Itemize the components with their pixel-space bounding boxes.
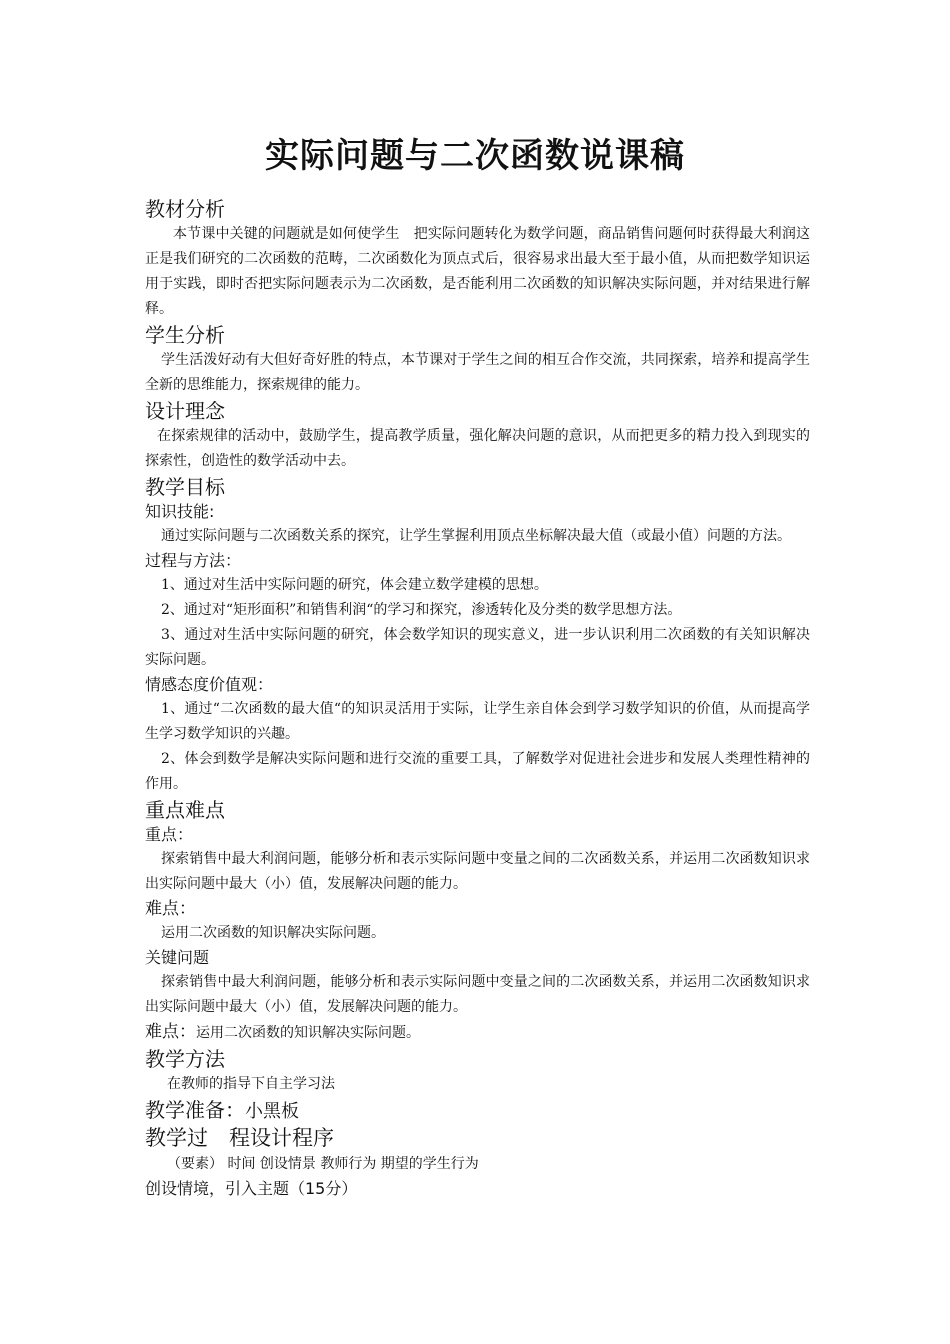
emotion-item: 1、通过“二次函数的最大值“的知识灵活用于实际，让学生亲自体会到学习数学知识的价值，从而提高学生学习数学知识的兴趣。: [145, 701, 810, 742]
teaching-preparation-value: 小黑板: [245, 1101, 299, 1122]
emotion-item: 2、体会到数学是解决实际问题和进行交流的重要工具，了解数学对促进社会进步和发展人类理性精神的作用。: [145, 751, 810, 792]
process-item: 3、通过对生活中实际问题的研究，体会数学知识的现实意义，进一步认识利用二次函数的有关知识解决实际问题。: [145, 627, 810, 668]
section-heading-student-analysis: 学生分析: [145, 323, 225, 347]
difficult-point-line: [145, 1020, 810, 1046]
create-scenario-label: 创设情境，引入主题（15分）: [145, 1179, 358, 1198]
process-method-label: 过程与方法：: [145, 551, 242, 570]
section-heading-teaching-preparation: 教学准备：: [145, 1098, 245, 1122]
knowledge-skills-label: 知识技能:: [145, 502, 215, 521]
section-heading-textbook-analysis: 教材分析: [145, 197, 225, 221]
difficult-point-paragraph: 运用二次函数的知识解决实际问题。: [161, 925, 385, 941]
difficult-point-label: 难点：: [145, 899, 196, 919]
key-point-paragraph: 探索销售中最大利润问题，能够分析和表示实际问题中变量之间的二次函数关系，并运用二次函数知识求出实际问题中最大（小）值，发展解决问题的能力。: [145, 851, 810, 892]
design-concept-paragraph: 在探索规律的活动中，鼓励学生，提高教学质量，强化解决问题的意识，从而把更多的精力投入到现实的探索性，创造性的数学活动中去。: [145, 428, 810, 469]
process-item: 1、通过对生活中实际问题的研究，体会建立数学建模的思想。: [161, 577, 548, 593]
process-item: 2、通过对“矩形面积”和销售利润“的学习和探究，渗透转化及分类的数学思想方法。: [161, 602, 682, 618]
process-elements-row: （要素） 时间 创设情景 教师行为 期望的学生行为: [167, 1156, 479, 1172]
student-analysis-paragraph: 学生活泼好动有大但好奇好胜的特点，本节课对于学生之间的相互合作交流，共同探索，培养和提高学生全新的思维能力，探索规律的能力。: [145, 352, 810, 393]
document-body: [145, 196, 810, 1201]
section-heading-teaching-method: 教学方法: [145, 1047, 225, 1071]
difficult-point-label-inline: 难点：: [145, 1022, 196, 1042]
crux-problem-label: 关键问题: [145, 948, 210, 967]
section-heading-teaching-goals: 教学目标: [145, 475, 225, 499]
key-point-label: 重点：: [145, 825, 194, 844]
section-heading-design-concept: 设计理念: [145, 399, 225, 423]
teaching-preparation-line: [145, 1097, 810, 1125]
teaching-method-paragraph: 在教师的指导下自主学习法: [167, 1076, 335, 1092]
difficult-point-inline-text: 运用二次函数的知识解决实际问题。: [196, 1025, 420, 1041]
section-heading-key-difficult-points: 重点难点: [145, 798, 225, 822]
knowledge-skills-paragraph: 通过实际问题与二次函数关系的探究，让学生掌握利用顶点坐标解决最大值（或最小值）问题的方法。: [161, 528, 791, 544]
section-heading-teaching-process: 教学过 程设计程序: [145, 1126, 334, 1150]
crux-problem-paragraph: 探索销售中最大利润问题，能够分析和表示实际问题中变量之间的二次函数关系，并运用二次函数知识求出实际问题中最大（小）值，发展解决问题的能力。: [145, 974, 810, 1015]
emotion-values-label: 情感态度价值观：: [145, 675, 274, 694]
document-title: 实际问题与二次函数说课稿: [265, 136, 685, 176]
textbook-analysis-paragraph: 本节课中关键的问题就是如何使学生 把实际问题转化为数学问题，商品销售问题何时获得最大利润这正是我们研究的二次函数的范畴，二次函数化为顶点式后，很容易求出最大至于最小值，从而把数学知识运用于实践，即时否把实际问题表示为二次函数，是否能利用二次函数的知识解决实际问题，并对结果进行解释。: [145, 226, 810, 317]
